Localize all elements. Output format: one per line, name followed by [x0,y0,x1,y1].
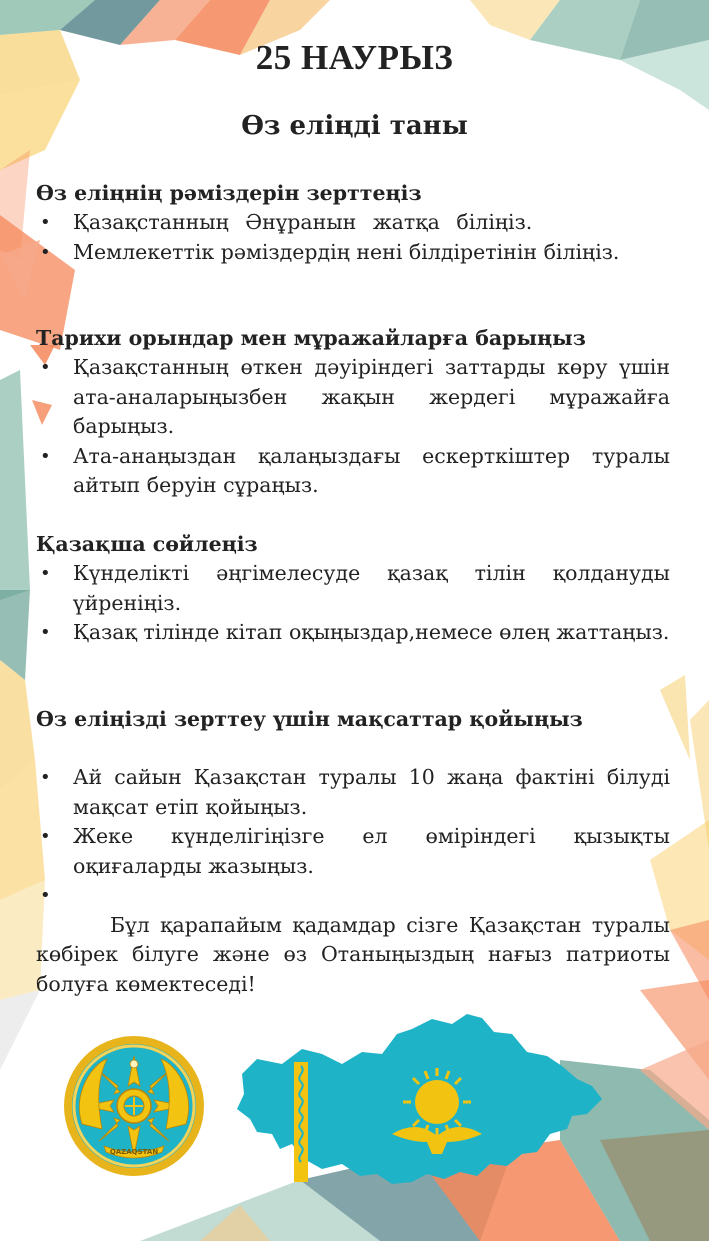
section-heading: Өз еліңізді зерттеу үшін мақсаттар қойыңыз [36,707,583,731]
section-list [36,208,670,267]
page-subtitle: Өз еліңді таны [241,111,468,141]
section-goals [36,705,670,999]
kazakhstan-map-flag-icon [232,1004,606,1194]
section-language [36,530,670,648]
list-item [36,881,670,911]
section-list [36,353,670,501]
list-item: • Қазақстанның өткен дәуіріндегі заттарды көру үшін ата-аналарыңызбен жақын жердегі мұражайға барыңыз. [36,353,670,442]
kazakhstan-emblem-icon [62,1034,206,1178]
list-item: • Қазақстанның Әнұранын жатқа біліңіз. [36,208,670,238]
list-item: • Қазақ тілінде кітап оқыңыздар,немесе өлең жаттаңыз. [36,618,670,648]
section-heading: Тарихи орындар мен мұражайларға барыңыз [36,326,586,350]
section-list [36,763,670,911]
list-item: • Ата-анаңыздан қалаңыздағы ескерткіштер туралы айтып беруін сұраңыз. [36,442,670,501]
closing-paragraph: Бұл қарапайым қадамдар сізге Қазақстан туралы көбірек білуге және өз Отаныңыздың нағыз патриоты болуға көмектеседі! [36,912,670,996]
section-heading: Өз еліңнің рәміздерін зерттеңіз [36,181,422,205]
list-item: • Ай сайын Қазақстан туралы 10 жаңа фактіні білуді мақсат етіп қойыңыз. [36,763,670,822]
section-symbols [36,179,670,267]
list-item: • Мемлекеттік рәміздердің нені білдіретінін біліңіз. [36,238,670,268]
section-list [36,559,670,648]
list-item: • Күнделікті әңгімелесуде қазақ тілін қолдануды үйреніңіз. [36,559,670,618]
emblem-label: QAZAQSTAN [109,1148,159,1156]
list-item: • Жеке күнделігіңізге ел өміріндегі қызықты оқиғаларды жазыңыз. [36,822,670,881]
section-museums [36,324,670,501]
page-title: 25 НАУРЫЗ [255,38,454,77]
section-heading: Қазақша сөйлеңіз [36,532,258,556]
